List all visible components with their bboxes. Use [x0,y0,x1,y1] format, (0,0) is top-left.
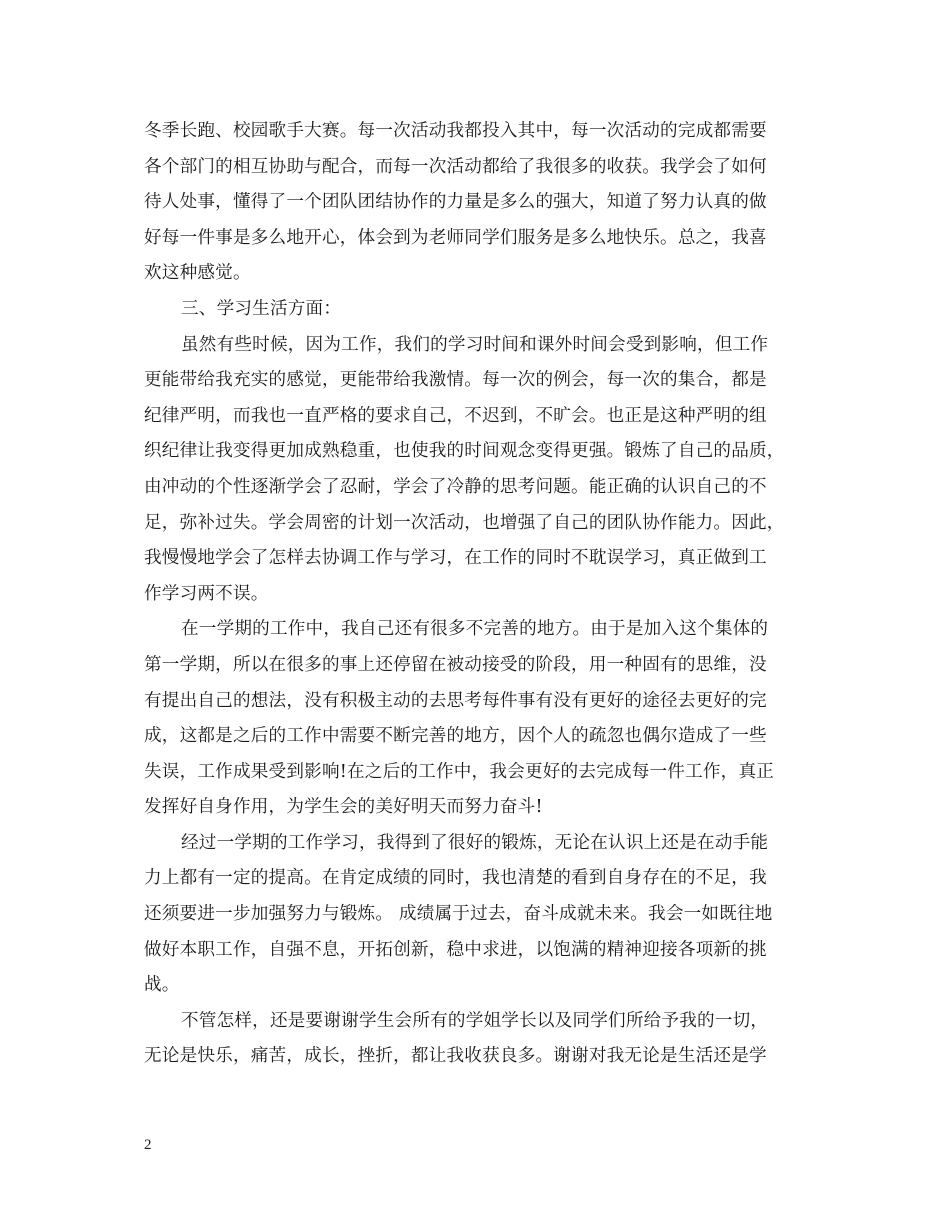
text-line: 三、学习生活方面： [181,298,342,319]
text-line: 我慢慢地学会了怎样去协调工作与学习，在工作的同时不耽误学习，真正做到工 [144,548,767,569]
text-line: 更能带给我充实的感觉，更能带给我激情。每一次的例会，每一次的集合，都是 [144,370,767,391]
page-number: 2 [144,1137,152,1153]
text-line: 由冲动的个性逐渐学会了忍耐，学会了冷静的思考问题。能正确的认识自己的不 [144,476,767,497]
text-line: 各个部门的相互协助与配合，而每一次活动都给了我很多的收获。我学会了如何 [144,156,767,177]
text-line: 虽然有些时候，因为工作，我们的学习时间和课外时间会受到影响，但工作 [181,334,769,355]
text-line: 成，这都是之后的工作中需要不断完善的地方，因个人的疏忽也偶尔造成了一些 [144,726,767,747]
body-text [144,114,810,1075]
text-line: 不管怎样，还是要谢谢学生会所有的学姐学长以及同学们所给予我的一切， [181,1010,769,1031]
text-line: 纪律严明，而我也一直严格的要求自己，不迟到，不旷会。也正是这种严明的组 [144,405,767,426]
text-line: 欢这种感觉。 [144,263,251,284]
text-line: 发挥好自身作用，为学生会的美好明天而努力奋斗! [144,797,543,818]
text-line: 力上都有一定的提高。在肯定成绩的同时，我也清楚的看到自身存在的不足，我 [144,868,767,889]
text-line: 待人处事，懂得了一个团队团结协作的力量是多么的强大，知道了努力认真的做 [144,192,767,213]
text-line: 战。 [144,975,180,996]
text-line: 还须要进一步加强努力与锻炼。 成绩属于过去，奋斗成就未来。我会一如既往地 [144,904,773,925]
text-line: 第一学期，所以在很多的事上还停留在被动接受的阶段，用一种固有的思维，没 [144,654,767,675]
text-line: 在一学期的工作中，我自己还有很多不完善的地方。由于是加入这个集体的 [181,619,769,640]
text-line: 无论是快乐，痛苦，成长，挫折，都让我收获良多。谢谢对我无论是生活还是学 [144,1046,767,1067]
text-line: 织纪律让我变得更加成熟稳重，也使我的时间观念变得更强。锻炼了自己的品质， [144,441,785,462]
text-line: 作学习两不误。 [144,583,269,604]
text-line: 好每一件事是多么地开心，体会到为老师同学们服务是多么地快乐。总之，我喜 [144,227,767,248]
text-line: 冬季长跑、校园歌手大赛。每一次活动我都投入其中，每一次活动的完成都需要 [144,121,767,141]
text-line: 失误，工作成果受到影响!在之后的工作中，我会更好的去完成每一件工作，真正 [144,761,775,782]
text-line: 经过一学期的工作学习，我得到了很好的锻炼，无论在认识上还是在动手能 [181,832,769,853]
text-line: 足，弥补过失。学会周密的计划一次活动，也增强了自己的团队协作能力。因此， [144,512,785,533]
text-line: 有提出自己的想法，没有积极主动的去思考每件事有没有更好的途径去更好的完 [144,690,767,711]
text-line: 做好本职工作，自强不息，开拓创新，稳中求进，以饱满的精神迎接各项新的挑 [144,939,767,960]
